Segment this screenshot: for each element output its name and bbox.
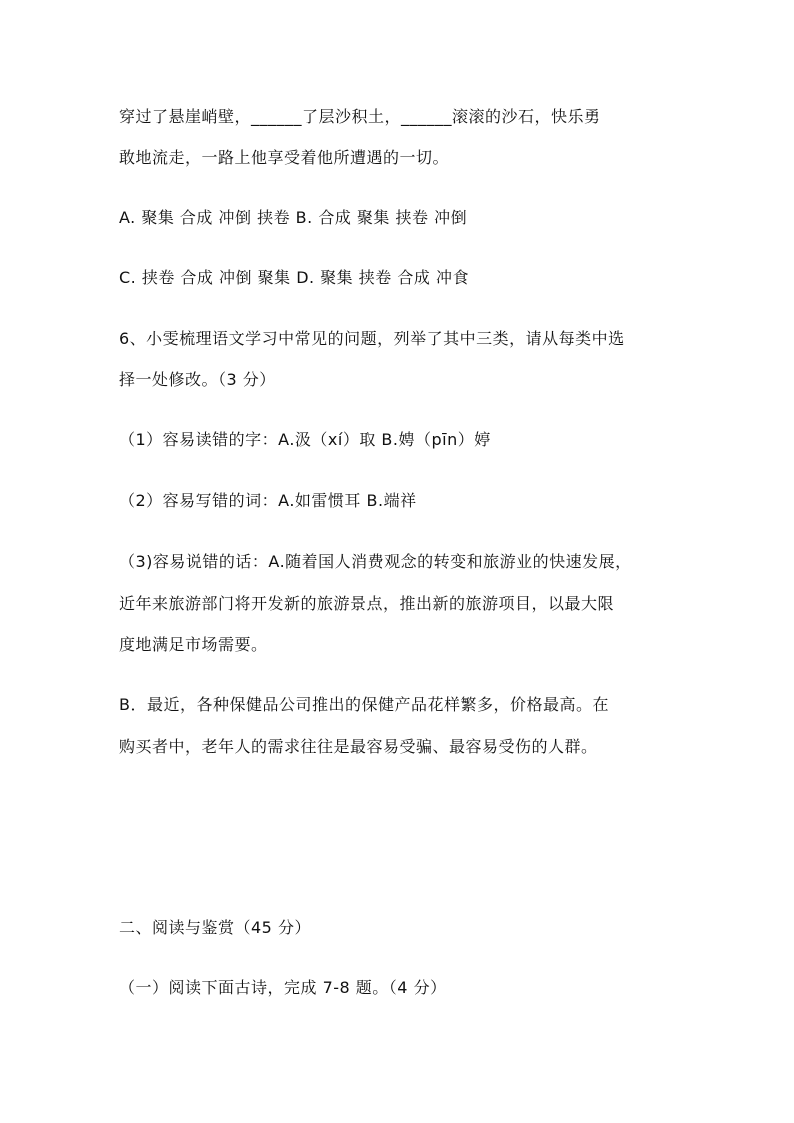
- section-heading-reading: 二、阅读与鉴赏（45 分）: [119, 918, 311, 937]
- sub-question-3-line-3: 度地满足市场需要。: [119, 635, 268, 654]
- passage-line-1: 穿过了悬崖峭壁，______了层沙积土，______滚滚的沙石，快乐勇: [119, 107, 601, 126]
- question-6-line-2: 择一处修改。（3 分）: [119, 370, 276, 389]
- option-line-cd: C. 挟卷 合成 冲倒 聚集 D. 聚集 挟卷 合成 冲食: [119, 268, 469, 287]
- sub-question-2: （2）容易写错的词：A.如雷惯耳 B.端祥: [119, 491, 417, 510]
- option-line-ab: A. 聚集 合成 冲倒 挟卷 B. 合成 聚集 挟卷 冲倒: [119, 208, 468, 227]
- subsection-heading-poem: （一）阅读下面古诗，完成 7-8 题。（4 分）: [119, 978, 447, 997]
- sub-question-3-line-1: （3)容易说错的话：A.随着国人消费观念的转变和旅游业的快速发展，: [119, 552, 632, 571]
- question-6-line-1: 6、小雯梳理语文学习中常见的问题，列举了其中三类，请从每类中选: [119, 329, 625, 348]
- sub-question-3-line-2: 近年来旅游部门将开发新的旅游景点，推出新的旅游项目，以最大限: [119, 594, 615, 613]
- sub-question-1: （1）容易读错的字：A.汲（xí）取 B.娉（pīn）婷: [119, 430, 491, 449]
- passage-line-2: 敢地流走，一路上他享受着他所遭遇的一切。: [119, 148, 450, 167]
- sub-question-3b-line-1: B．最近，各种保健品公司推出的保健产品花样繁多，价格最高。在: [119, 695, 609, 714]
- sub-question-3b-line-2: 购买者中，老年人的需求往往是最容易受骗、最容易受伤的人群。: [119, 737, 598, 756]
